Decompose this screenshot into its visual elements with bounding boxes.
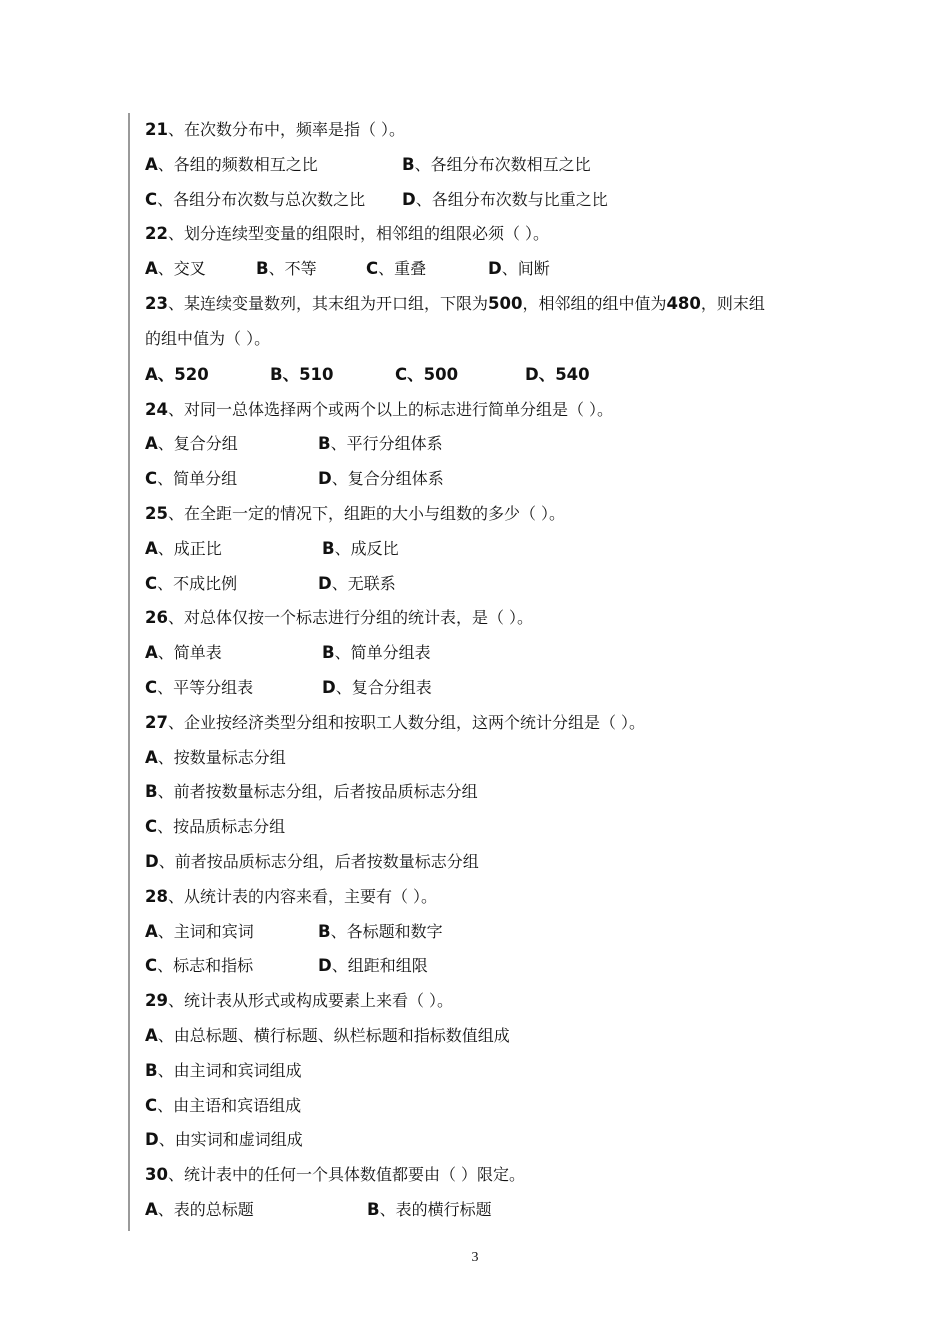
option-b	[318, 429, 443, 459]
option-text: 、标志和指标	[157, 956, 254, 976]
question-number: 25	[145, 503, 168, 523]
option-c	[145, 1091, 301, 1121]
option-text: 、复合分组体系	[331, 469, 444, 489]
option-text: 、组距和组限	[331, 956, 428, 976]
option-row	[145, 1021, 935, 1056]
option-row	[145, 1195, 935, 1230]
option-label: C	[145, 469, 158, 489]
option-label: B	[145, 1060, 158, 1080]
option-b	[270, 360, 334, 390]
option-text: 、间断	[501, 259, 550, 279]
option-b	[322, 534, 399, 564]
option-a	[145, 254, 206, 284]
option-row	[145, 150, 935, 185]
question-text: 、统计表从形式或构成要素上来看（ ）。	[167, 991, 454, 1011]
option-row	[145, 534, 935, 569]
option-label: A	[145, 747, 158, 767]
question-text: 、划分连续型变量的组限时，相邻组的组限必须（ ）。	[167, 224, 550, 244]
question-text: 、从统计表的内容来看，主要有（ ）。	[167, 886, 438, 906]
option-row	[145, 254, 935, 289]
option-b	[256, 254, 317, 284]
option-label: D	[318, 573, 332, 593]
option-text: 、简单表	[157, 643, 222, 663]
question-stem	[145, 986, 935, 1021]
option-label: C	[145, 189, 158, 209]
option-b	[402, 150, 591, 180]
question-stem	[145, 499, 935, 534]
option-d	[322, 673, 432, 703]
option-a	[145, 1021, 510, 1051]
option-text: 、各组分布次数与比重之比	[415, 189, 608, 209]
option-label: D	[318, 956, 332, 976]
option-label: B	[402, 154, 415, 174]
question-number: 22	[145, 224, 168, 244]
option-a	[145, 534, 222, 564]
question-number: 30	[145, 1165, 168, 1185]
option-d	[402, 185, 608, 215]
option-label: B	[318, 434, 331, 454]
option-row	[145, 1091, 935, 1126]
option-text: 、平等分组表	[157, 677, 254, 697]
question-text: 、在次数分布中，频率是指（ ）。	[167, 120, 406, 139]
option-row	[145, 673, 935, 708]
question-number: 21	[145, 120, 168, 139]
option-row	[145, 360, 935, 395]
option-text: 、主词和宾词	[157, 921, 254, 941]
option-b	[367, 1195, 492, 1225]
option-label: D	[322, 677, 336, 697]
option-text: 、平行分组体系	[330, 434, 443, 454]
option-a	[145, 429, 238, 459]
option-c	[145, 569, 237, 599]
option-label: A	[145, 259, 158, 279]
option-b	[145, 777, 478, 807]
option-b	[318, 917, 443, 947]
option-b	[322, 638, 431, 668]
question-stem	[145, 289, 935, 324]
option-label: C	[145, 677, 158, 697]
option-b	[145, 1056, 302, 1086]
option-a	[145, 743, 286, 773]
option-label: A	[145, 364, 158, 384]
inline-number: 480	[666, 293, 701, 313]
option-row	[145, 569, 935, 604]
option-label: C	[145, 573, 158, 593]
question-list	[145, 115, 935, 1230]
question-number: 28	[145, 886, 168, 906]
option-text: 、不成比例	[157, 573, 238, 593]
option-text: 、简单分组表	[334, 643, 431, 663]
option-d	[318, 569, 396, 599]
question-stem	[145, 882, 935, 917]
option-text: 、按品质标志分组	[157, 817, 286, 837]
option-text: 、各组分布次数相互之比	[414, 154, 591, 174]
option-label: D	[145, 851, 159, 871]
option-label: A	[145, 154, 158, 174]
page-number: 3	[471, 1250, 479, 1265]
option-label: A	[145, 921, 158, 941]
question-number: 26	[145, 608, 168, 628]
option-text: 、不等	[268, 259, 317, 279]
option-row	[145, 812, 935, 847]
option-a	[145, 917, 254, 947]
option-label: A	[145, 538, 158, 558]
option-label: B	[318, 921, 331, 941]
option-label: D	[525, 364, 539, 384]
option-text: 、简单分组	[157, 469, 238, 489]
option-label: B	[270, 364, 283, 384]
option-text: 、由主词和宾词组成	[157, 1060, 302, 1080]
option-text: 、前者按数量标志分组，后者按品质标志分组	[157, 782, 478, 802]
margin-line	[128, 113, 130, 1231]
option-label: B	[367, 1199, 380, 1219]
inline-number: 500	[487, 293, 523, 313]
option-label: B	[145, 782, 158, 802]
option-text: 、前者按品质标志分组，后者按数量标志分组	[158, 851, 479, 871]
option-label: A	[145, 643, 158, 663]
option-label: D	[318, 469, 332, 489]
question-stem	[145, 115, 935, 150]
option-text: 、各组的频数相互之比	[157, 154, 318, 174]
option-text: 、510	[282, 364, 334, 384]
option-text: 、表的横行标题	[379, 1199, 492, 1219]
option-row	[145, 917, 935, 952]
option-text: 、由总标题、横行标题、纵栏标题和指标数值组成	[157, 1025, 510, 1045]
option-a	[145, 150, 318, 180]
option-c	[395, 360, 458, 390]
question-text: 、企业按经济类型分组和按职工人数分组，这两个统计分组是（ ）。	[167, 712, 646, 732]
question-stem	[145, 395, 935, 430]
question-text: ，则末组	[700, 293, 765, 313]
option-row	[145, 185, 935, 220]
question-stem	[145, 219, 935, 254]
option-label: C	[366, 259, 379, 279]
option-d	[145, 1125, 303, 1155]
question-number: 27	[145, 712, 168, 732]
question-number: 24	[145, 399, 168, 419]
option-row	[145, 777, 935, 812]
option-text: 、无联系	[331, 573, 396, 593]
option-c	[366, 254, 426, 284]
option-c	[145, 185, 365, 215]
option-row	[145, 1056, 935, 1091]
option-a	[145, 1195, 254, 1225]
option-d	[145, 847, 479, 877]
option-text: 、重叠	[378, 259, 427, 279]
option-label: C	[145, 817, 158, 837]
question-stem	[145, 603, 935, 638]
question-text: 、统计表中的任何一个具体数值都要由（ ）限定。	[167, 1165, 526, 1185]
option-text: 、由实词和虚词组成	[158, 1130, 303, 1150]
question-number: 29	[145, 991, 168, 1011]
option-text: 、成正比	[157, 538, 222, 558]
option-text: 、由主语和宾语组成	[157, 1095, 302, 1115]
option-d	[318, 464, 444, 494]
option-row	[145, 464, 935, 499]
question-text: 、在全距一定的情况下，组距的大小与组数的多少（ ）。	[167, 503, 566, 523]
option-label: B	[322, 538, 335, 558]
option-c	[145, 812, 285, 842]
question-text: 、对总体仅按一个标志进行分组的统计表，是（ ）。	[167, 608, 534, 628]
option-row	[145, 429, 935, 464]
question-stem	[145, 708, 935, 743]
option-d	[525, 360, 590, 390]
option-text: 、各组分布次数与总次数之比	[157, 189, 366, 209]
option-d	[488, 254, 550, 284]
option-label: A	[145, 1199, 158, 1219]
option-label: A	[145, 1025, 158, 1045]
option-label: C	[145, 1095, 158, 1115]
option-text: 、交叉	[157, 259, 206, 279]
option-label: D	[488, 259, 502, 279]
option-label: D	[402, 189, 416, 209]
option-a	[145, 360, 209, 390]
option-c	[145, 673, 253, 703]
option-text: 、按数量标志分组	[157, 747, 286, 767]
question-text: ，相邻组的组中值为	[522, 293, 667, 313]
option-row	[145, 1125, 935, 1160]
option-text: 、复合分组	[157, 434, 238, 454]
question-text: 、对同一总体选择两个或两个以上的标志进行简单分组是（ ）。	[167, 399, 614, 419]
option-label: B	[322, 643, 335, 663]
question-text: 、某连续变量数列，其末组为开口组，下限为	[167, 293, 488, 313]
option-row	[145, 951, 935, 986]
option-c	[145, 464, 237, 494]
question-stem-continued: 的组中值为（ ）。	[145, 328, 271, 348]
option-label: B	[256, 259, 269, 279]
option-a	[145, 638, 222, 668]
option-c	[145, 951, 253, 981]
option-text: 、成反比	[334, 538, 399, 558]
option-text: 、各标题和数字	[330, 921, 443, 941]
option-row	[145, 743, 935, 778]
question-stem	[145, 1160, 935, 1195]
option-row	[145, 847, 935, 882]
option-label: A	[145, 434, 158, 454]
option-text: 、复合分组表	[335, 677, 432, 697]
option-text: 、540	[538, 364, 590, 384]
option-label: D	[145, 1130, 159, 1150]
option-label: C	[145, 956, 158, 976]
option-text: 、520	[157, 364, 209, 384]
question-number: 23	[145, 293, 168, 313]
option-text: 、500	[407, 364, 459, 384]
option-text: 、表的总标题	[157, 1199, 254, 1219]
option-label: C	[395, 364, 408, 384]
option-d	[318, 951, 428, 981]
option-row	[145, 638, 935, 673]
